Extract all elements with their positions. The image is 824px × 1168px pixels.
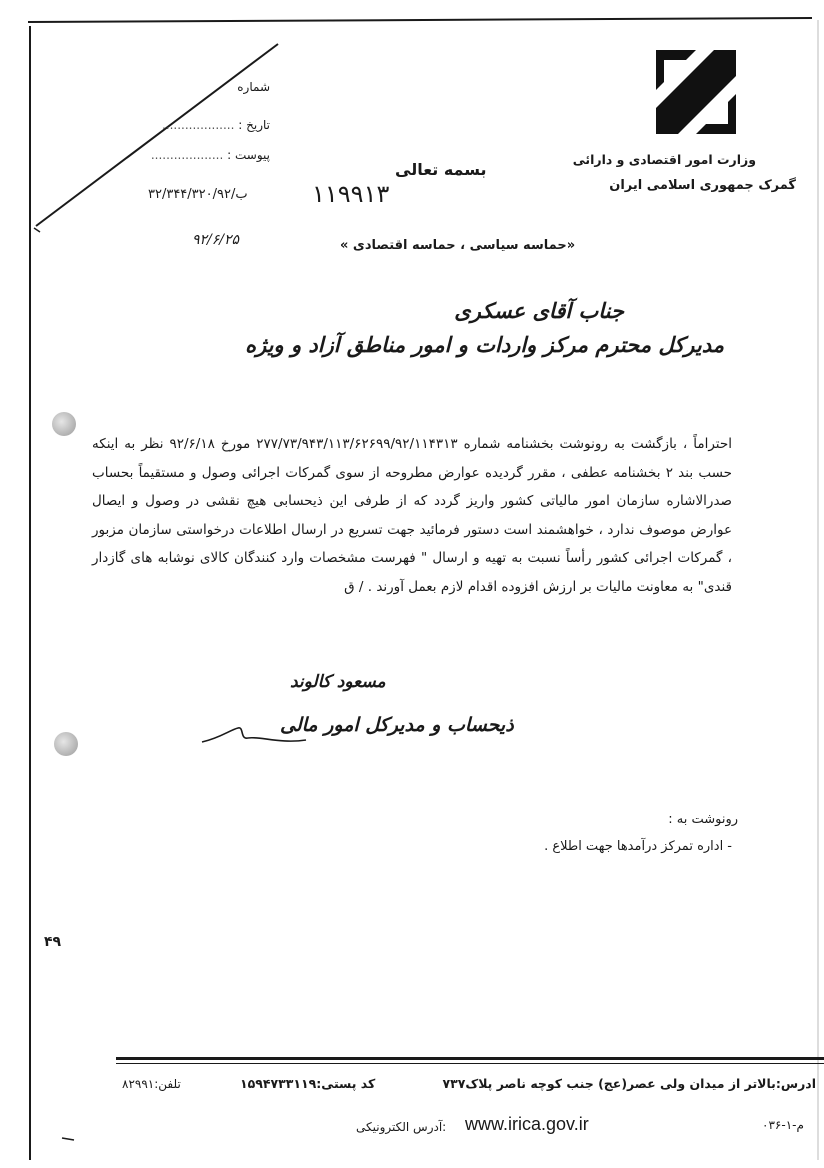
- cc-label: رونوشت به :: [668, 812, 738, 827]
- punch-hole-icon: [52, 412, 76, 436]
- ministry-name: وزارت امور اقتصادی و دارائی: [572, 152, 756, 167]
- footer-postal-code: کد پستی:۱۵۹۴۷۳۳۱۱۹: [240, 1076, 376, 1091]
- date-field: [150, 118, 270, 132]
- customs-name: گمرک جمهوری اسلامی ایران: [609, 178, 796, 193]
- footer-website-link[interactable]: www.irica.gov.ir: [465, 1114, 589, 1134]
- footer-divider: [116, 1057, 824, 1060]
- number-field: [150, 80, 270, 94]
- basmala-heading: بسمه تعالی: [395, 160, 487, 179]
- attachment-label: پیوست :: [227, 148, 270, 162]
- footer-phone: تلفن:۸۲۹۹۱: [122, 1077, 181, 1091]
- signature-title: ذیحساب و مدیرکل امور مالی: [280, 714, 514, 736]
- customs-emblem-logo: [656, 50, 736, 134]
- letter-number: ۳۲/۳۴۴/۳۲۰/۹۲/ب: [148, 187, 248, 202]
- footer-address: ادرس:بالاتر از میدان ولی عصر(عج) جنب کوچه ناصر پلاک۷۳۷: [442, 1076, 816, 1091]
- signature-stroke-icon: [200, 718, 310, 748]
- signature-name: مسعود کالوند: [290, 672, 386, 692]
- date-dots: ...................: [161, 118, 235, 132]
- form-code: م-۱-۰۳۶: [762, 1118, 804, 1132]
- letter-body: احتراماً ، بازگشت به رونوشت بخشنامه شماره ۲۷۷/۷۳/۹۴۳/۱۱۳/۶۲۶۹۹/۹۲/۱۱۴۳۱۳ مورخ ۹۲/۶/۱۸ نظر به اینکه حسب بند ۲ بخشنامه عطفی ، مقرر گردیده عوارض مطروحه از سوی گمرکات اجرائی وصول و مستقیماً بحساب صدرالاشاره سازمان امور مالیاتی کشور واریز گردد که از طرفی این ذیحسابی هیچ نقشی در وصول و ایصال عوارض موصوف ندارد ، خواهشمند است دستور فرمائید جهت تسریع در ارسال اطلاعات درخواستی سازمان مزبور ، گمرکات اجرائی کشور رأساً نسبت به تهیه و ارسال " فهرست مشخصات وارد کنندگان کالای نوشابه های گازدار قندی" به معاونت مالیات بر ارزش افزوده اقدام لازم بعمل آورند . / ق: [92, 436, 732, 595]
- cc-item: - اداره تمرکز درآمدها جهت اطلاع .: [544, 839, 732, 854]
- letter-number-handwritten: ۱۱۹۹۱۳: [312, 180, 390, 208]
- punch-hole-icon: [54, 732, 78, 756]
- attachment-field: [150, 148, 270, 162]
- footer-divider-thin: [116, 1063, 824, 1064]
- recipient-title: مدیرکل محترم مرکز واردات و امور مناطق آزاد و ویژه: [245, 332, 724, 357]
- footer-email-label: :آدرس الکترونیکی: [356, 1120, 447, 1134]
- margin-mark: ۴۹: [44, 934, 62, 950]
- attachment-dots: ...................: [150, 148, 224, 162]
- handwritten-date: ۹۲/۶/۲۵: [192, 232, 240, 248]
- number-label: شماره: [237, 80, 270, 94]
- slogan: «حماسه سیاسی ، حماسه اقتصادی »: [340, 238, 576, 253]
- salutation: جناب آقای عسکری: [454, 298, 624, 323]
- date-label: تاریخ :: [238, 118, 270, 132]
